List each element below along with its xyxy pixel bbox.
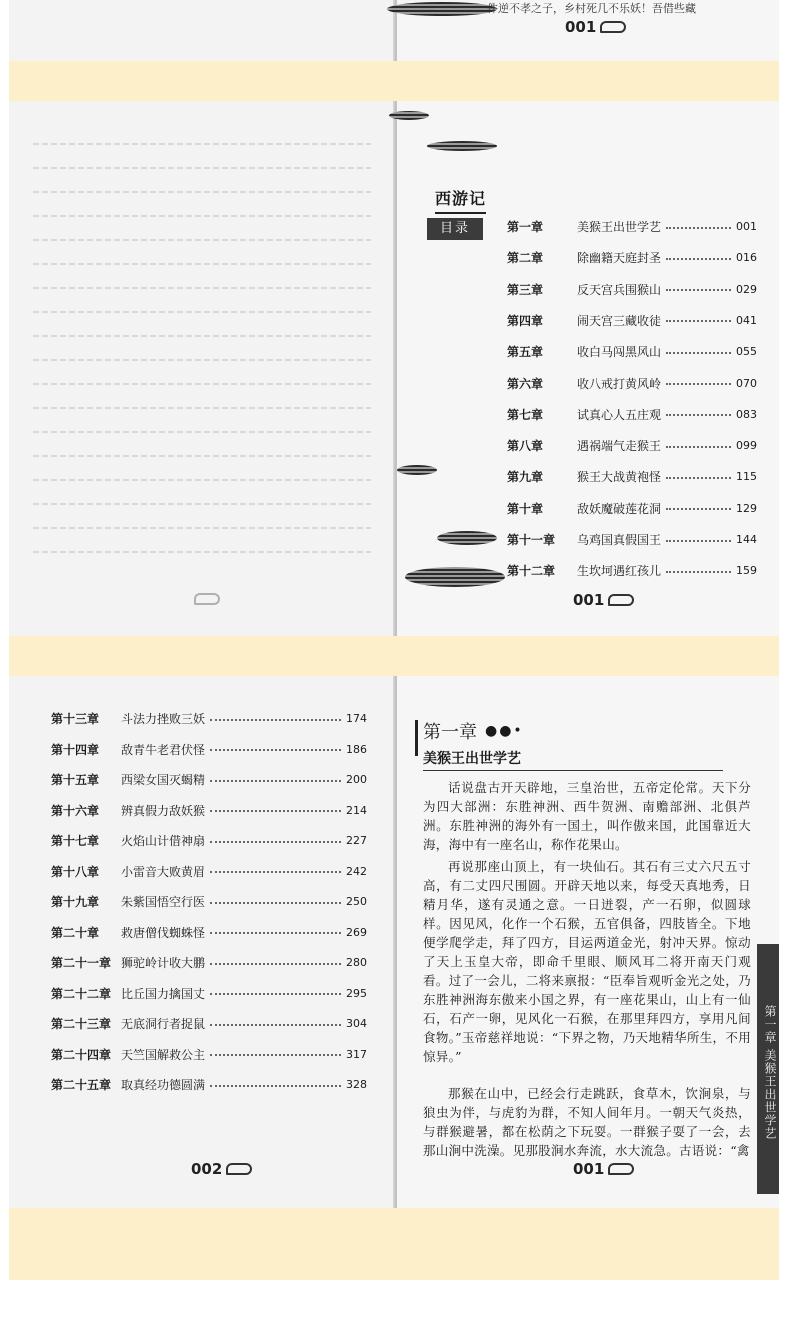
toc-leader-dots (666, 414, 731, 416)
page-number-text: 002 (191, 1160, 223, 1178)
page-chapter-one (397, 676, 779, 1208)
toc-chapter-number: 第十七章 (51, 834, 100, 848)
toc-chapter-number: 第二十五章 (51, 1078, 112, 1092)
toc-leader-dots (210, 1024, 341, 1026)
toc-chapter-title: 闹天宫三藏收徒 (577, 313, 662, 328)
toc-chapter-number: 第十一章 (507, 533, 556, 547)
toc-entry[interactable] (507, 437, 757, 454)
toc-page-number: 041 (736, 313, 757, 327)
toc-label: 目录 (427, 218, 483, 240)
toc-chapter-number: 第二十四章 (51, 1047, 112, 1062)
page-number-text: 001 (565, 18, 597, 36)
toc-chapter-number: 第十五章 (51, 773, 100, 787)
toc-chapter-title: 火焰山计借神扇 (121, 834, 206, 848)
toc-entry[interactable] (507, 375, 757, 392)
toc-chapter-title: 比丘国力擒国丈 (121, 986, 206, 1001)
page-toc-2 (9, 676, 395, 1208)
cloud-ornament (397, 465, 437, 475)
toc-entry[interactable] (507, 343, 757, 360)
page-number (573, 591, 634, 609)
toc-entry[interactable] (51, 710, 367, 727)
toc-entry[interactable] (507, 500, 757, 517)
toc-chapter-number: 第十六章 (51, 803, 100, 818)
swirl-icon (194, 593, 220, 605)
toc-chapter-number: 第十三章 (51, 712, 100, 726)
toc-leader-dots (666, 352, 731, 354)
toc-chapter-title: 斗法力挫败三妖 (121, 712, 206, 726)
toc-leader-dots (210, 719, 341, 721)
paragraph: 话说盘古开天辟地，三皇治世，五帝定伦常。天下分为四大部洲：东胜神洲、西牛贺洲、南赡部洲、北俱芦洲。东胜神洲的海外有一国土，叫作傲来国，此国靠近大海，海中有一座名山，称作花果山。 (423, 780, 751, 852)
toc-chapter-number: 第三章 (507, 282, 544, 297)
toc-leader-dots (210, 932, 341, 934)
toc-chapter-number: 第十八章 (51, 864, 100, 879)
page-left-faded (9, 101, 395, 636)
swirl-icon (600, 21, 626, 33)
toc-entry[interactable] (51, 1076, 367, 1093)
toc-page-number: 001 (736, 220, 757, 233)
toc-leader-dots (210, 1085, 341, 1087)
toc-leader-dots (210, 749, 341, 751)
toc-chapter-title: 生坎坷遇红孩儿 (577, 564, 662, 579)
toc-chapter-title: 无底洞行者捉鼠 (121, 1017, 206, 1031)
swirl-icon (608, 1163, 634, 1175)
toc-chapter-number: 第十二章 (507, 564, 556, 579)
toc-entry[interactable] (51, 771, 367, 788)
toc-entry[interactable] (507, 406, 757, 423)
page-right (397, 0, 779, 61)
ghost-page-number (194, 593, 220, 605)
toc-chapter-title: 西梁女国灭蝎精 (121, 773, 206, 787)
toc-leader-dots (210, 902, 341, 904)
page-left (9, 0, 395, 61)
toc-chapter-number: 第八章 (507, 439, 544, 454)
gap-band (9, 61, 779, 101)
toc-entry[interactable] (51, 802, 367, 819)
page-number-text: 001 (573, 591, 605, 609)
toc-page-number: 317 (346, 1047, 367, 1061)
paragraph: 那猴在山中，已经会行走跳跃，食草木，饮涧泉，与狼虫为伴，与虎豹为群，不知人间年月。一朝天气炎热，与群猴避暑，都在松荫之下玩耍。一群猴子耍了一会，去那山涧中洗澡。见那股涧水奔流，水大流急。古语说：“禽 (423, 1086, 751, 1158)
toc-chapter-title: 遇祸端气走猴王 (577, 439, 662, 454)
toc-chapter-title: 取真经功德圆满 (121, 1078, 206, 1092)
toc-chapter-title: 试真心人五庄观 (577, 407, 662, 422)
toc-page-number: 250 (346, 895, 367, 908)
toc-chapter-title: 朱紫国悟空行医 (121, 895, 206, 909)
toc-page-number: 029 (736, 282, 757, 296)
toc-page-number: 129 (736, 501, 757, 515)
toc-leader-dots (666, 320, 731, 322)
scan-spread-chapter (9, 676, 779, 1208)
toc-chapter-title: 反天宫兵围猴山 (577, 282, 662, 297)
toc-entry[interactable] (51, 985, 367, 1002)
toc-page-number: 070 (736, 376, 757, 390)
toc-entry[interactable] (51, 893, 367, 910)
toc-page-number: 083 (736, 407, 757, 421)
toc-leader-dots (210, 963, 341, 965)
swirl-icon (226, 1163, 252, 1175)
toc-entry[interactable] (507, 562, 757, 579)
toc-page-number: 269 (346, 925, 367, 939)
toc-chapter-title: 救唐僧伐蜘蛛怪 (121, 925, 206, 940)
toc-chapter-title: 猴王大战黄袍怪 (577, 470, 662, 485)
toc-entry[interactable] (51, 1015, 367, 1032)
page-number (191, 1160, 252, 1178)
heading-bar (415, 720, 418, 756)
toc-leader-dots (210, 810, 341, 812)
toc-entry[interactable] (507, 531, 757, 548)
toc-page-number: 214 (346, 803, 367, 817)
toc-entry[interactable] (51, 863, 367, 880)
page-number (573, 1160, 634, 1178)
cloud-ornament (437, 531, 497, 545)
toc-page-number: 186 (346, 742, 367, 756)
chapter-side-tab: 第一章 美猴王出世学艺 (757, 944, 779, 1194)
toc-entry[interactable] (51, 741, 367, 758)
toc-chapter-number: 第二十二章 (51, 986, 112, 1001)
toc-page-number: 174 (346, 712, 367, 725)
toc-entry[interactable] (507, 249, 757, 266)
cloud-ornament (389, 111, 429, 120)
toc-leader-dots (666, 383, 731, 385)
toc-chapter-number: 第七章 (507, 407, 544, 422)
cloud-ornament (387, 2, 497, 16)
toc-chapter-title: 美猴王出世学艺 (577, 220, 662, 234)
chapter-dots: ●●• (485, 723, 524, 739)
toc-page-number: 099 (736, 439, 757, 453)
toc-chapter-number: 第二章 (507, 251, 544, 266)
toc-page-number: 016 (736, 251, 757, 265)
toc-leader-dots (666, 540, 731, 542)
toc-page-number: 328 (346, 1078, 367, 1091)
cloud-ornament (427, 141, 497, 151)
toc-chapter-number: 第四章 (507, 313, 544, 328)
swirl-icon (608, 594, 634, 606)
toc-chapter-title: 天竺国解救公主 (121, 1047, 206, 1062)
scan-spread-toc (9, 101, 779, 636)
toc-chapter-number: 第六章 (507, 376, 544, 391)
toc-leader-dots (666, 446, 731, 448)
chapter-label: 第一章 (423, 722, 477, 743)
ghost-text (9, 143, 395, 575)
toc-entry[interactable] (51, 832, 367, 849)
page-number (565, 18, 626, 36)
book-title: 西游记 (435, 186, 486, 214)
paragraph: 再说那座山顶上，有一块仙石。其石有三丈六尺五寸高，有二丈四尺围圆。开辟天地以来，每受天真地秀，日精月华，遂有灵通之意。一日迸裂，产一石卵，似圆球样。因见风，化作一个石猴，五官俱备，四肢皆全。下地便学爬学走，拜了四方，目运两道金光，射冲天界。惊动了天上玉皇大帝，即命千里眼、顺风耳二将开南天门观看。过了一会儿，二将来禀报：“臣奉旨观听金光之处，乃东胜神洲海东傲来小国之界，有一座花果山，山上有一仙石，石产一卵，见风化一石猴，在那里拜四方，享用凡间食物。”玉帝慈祥地说：“下界之物，乃天地精华所生，不用惊异。” (423, 859, 751, 1064)
toc-page-number: 200 (346, 773, 367, 786)
toc-chapter-number: 第二十章 (51, 925, 100, 940)
toc-entry[interactable] (51, 1046, 367, 1063)
toc-leader-dots (666, 289, 731, 291)
toc-leader-dots (210, 1054, 341, 1056)
toc-leader-dots (210, 871, 341, 873)
toc-leader-dots (210, 780, 341, 782)
toc-chapter-title: 敌妖魔破莲花洞 (577, 501, 662, 516)
toc-leader-dots (666, 227, 731, 229)
toc-chapter-number: 第五章 (507, 345, 544, 360)
toc-chapter-title: 乌鸡国真假国王 (577, 533, 662, 547)
toc-chapter-number: 第十四章 (51, 742, 100, 757)
toc-entry[interactable] (507, 281, 757, 298)
toc-chapter-title: 狮驼岭计收大鹏 (121, 956, 206, 970)
scan-top-strip (9, 0, 779, 61)
toc-entry[interactable] (51, 924, 367, 941)
toc-leader-dots (666, 258, 731, 260)
gap-band (9, 1208, 779, 1280)
toc-chapter-number: 第九章 (507, 470, 544, 485)
toc-page-number: 055 (736, 345, 757, 359)
chapter-title: 美猴王出世学艺 (423, 748, 723, 771)
toc-page-number: 144 (736, 533, 757, 546)
toc-entry[interactable] (507, 468, 757, 485)
toc-chapter-title: 收八戒打黄风岭 (577, 376, 662, 391)
toc-chapter-number: 第十章 (507, 501, 544, 516)
cropped-text-line: 件逆不孝之子，乡村死几不乐妖！吾借些藏 (487, 2, 696, 15)
toc-leader-dots (666, 477, 731, 479)
toc-chapter-title: 小雷音大败黄眉 (121, 864, 206, 879)
page-number-text: 001 (573, 1160, 605, 1178)
toc-page-number: 242 (346, 864, 367, 878)
gap-band (9, 636, 779, 676)
chapter-heading (423, 718, 524, 744)
toc-chapter-number: 第二十一章 (51, 956, 112, 970)
toc-page-number: 280 (346, 956, 367, 969)
toc-page-number: 304 (346, 1017, 367, 1030)
toc-chapter-number: 第十九章 (51, 895, 100, 909)
toc-page-number: 295 (346, 986, 367, 1000)
toc-chapter-number: 第二十三章 (51, 1017, 112, 1031)
toc-chapter-title: 敌青牛老君伏怪 (121, 742, 206, 757)
toc-chapter-title: 除幽籍天庭封圣 (577, 251, 662, 266)
toc-page-number: 115 (736, 470, 757, 484)
toc-leader-dots (666, 508, 731, 510)
toc-chapter-title: 收白马闯黑风山 (577, 345, 662, 360)
cloud-ornament (405, 567, 505, 587)
toc-page-number: 159 (736, 564, 757, 578)
toc-entry[interactable] (507, 218, 757, 235)
toc-entry[interactable] (51, 954, 367, 971)
toc-leader-dots (666, 571, 731, 573)
page-toc (397, 101, 779, 636)
toc-entry[interactable] (507, 312, 757, 329)
toc-page-number: 227 (346, 834, 367, 847)
toc-chapter-title: 辨真假力敌妖猴 (121, 803, 206, 818)
toc-leader-dots (210, 841, 341, 843)
toc-leader-dots (210, 993, 341, 995)
toc-chapter-number: 第一章 (507, 220, 544, 234)
